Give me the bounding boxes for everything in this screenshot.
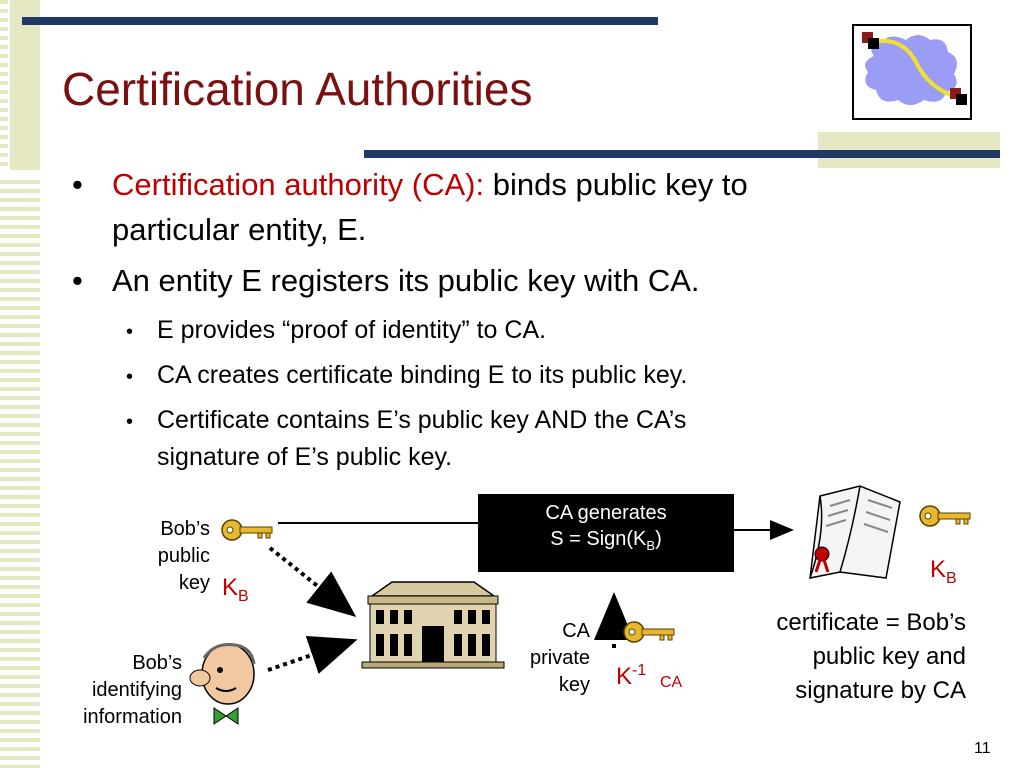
slide-title: Certification Authorities: [62, 63, 533, 115]
ca-private-line2: private: [529, 647, 590, 669]
ca-box-line1: CA generates: [545, 502, 667, 524]
bob-identity-line1: Bob’s: [132, 652, 182, 674]
sub-bullet-3: • Certificate contains E’s public key AND the CA’s: [126, 406, 687, 434]
kb-sub: B: [238, 587, 249, 605]
cert-desc-line2: public key and: [812, 643, 966, 670]
sub-bullet-1: • E provides “proof of identity” to CA.: [126, 316, 547, 344]
ca-k-sup: -1: [632, 662, 647, 679]
key-icon: [622, 618, 678, 646]
kb-symbol: K: [222, 574, 239, 601]
sub-bullet-2-text: CA creates certificate binding E to its public key.: [157, 361, 688, 389]
cert-k-symbol: K: [930, 556, 947, 583]
bullet-1-highlight: Certification authority (CA):: [112, 167, 485, 202]
ca-box-line2: [478, 526, 734, 559]
bullet-1: • Certification authority (CA): binds public key to: [72, 167, 748, 202]
person-face-icon: [186, 634, 266, 730]
bob-identity-label: [56, 650, 182, 731]
ca-k-symbol: K: [616, 663, 633, 690]
sub-bullet-1-text: E provides “proof of identity” to CA.: [157, 316, 547, 344]
bullet-1-continuation: particular entity, E.: [112, 212, 367, 247]
certificate-scroll-icon: [790, 482, 910, 586]
bob-public-key-line3: key: [178, 572, 210, 594]
ca-private-key-symbol: [616, 656, 646, 692]
sub-bullet-3-continuation: signature of E’s public key.: [157, 443, 453, 471]
certificate-description: [700, 606, 966, 708]
cert-desc-line1: certificate = Bob’s: [776, 609, 966, 636]
ca-box-sign: S = Sign(K: [550, 528, 647, 550]
bullet-2: • An entity E registers its public key with CA.: [72, 263, 700, 298]
cert-desc-line3: signature by CA: [795, 677, 966, 704]
bob-identity-line3: information: [83, 706, 182, 728]
ca-k-sub: CA: [660, 674, 683, 691]
bob-public-key-line2: public: [157, 545, 210, 567]
ca-private-line3: key: [558, 674, 590, 696]
bank-building-icon: [362, 578, 504, 670]
bullet-1-text: binds public key to: [484, 167, 748, 202]
bob-public-key-line1: Bob’s: [160, 518, 210, 540]
key-icon: [918, 502, 974, 530]
ca-private-line1: CA: [562, 620, 590, 642]
sub-bullet-2: • CA creates certificate binding E to its public key.: [126, 361, 688, 389]
page-number: 11: [974, 740, 991, 757]
ca-box-close: ): [655, 528, 662, 550]
ca-generates-box: [478, 494, 734, 572]
bob-identity-line2: identifying: [91, 679, 182, 701]
ca-private-key-label: [500, 618, 590, 699]
sub-bullet-3-text: Certificate contains E’s public key AND the CA’s: [157, 406, 687, 434]
ca-box-sub: B: [646, 538, 656, 553]
cert-kb-label: [930, 556, 957, 588]
bullet-2-text: An entity E registers its public key with CA.: [112, 263, 700, 298]
cert-k-sub: B: [946, 569, 957, 587]
